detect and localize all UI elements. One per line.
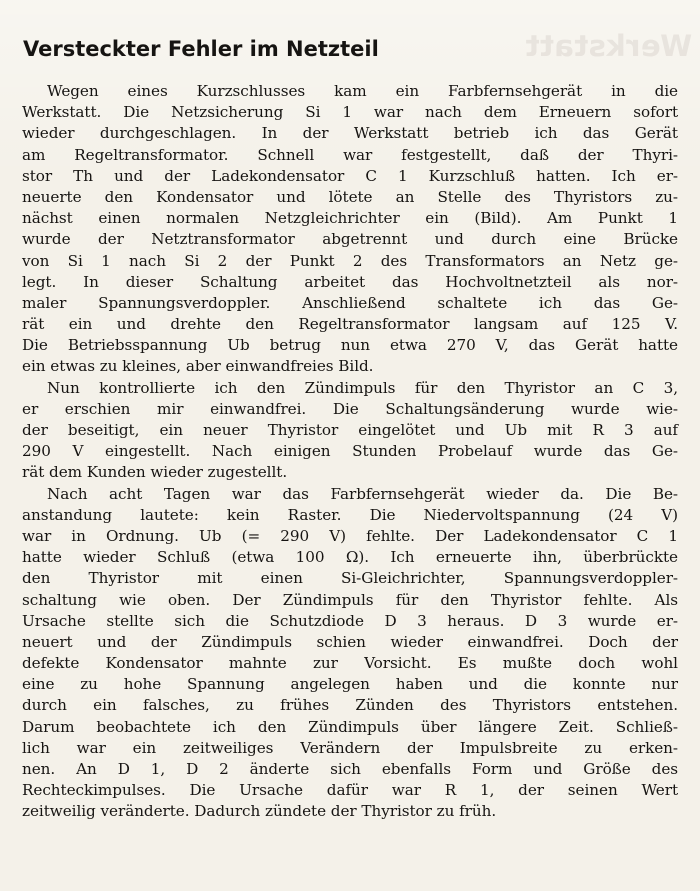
text-line: neuerte den Kondensator und lötete an Stelle des Thyristors zu- [22,187,678,206]
text-line: nen. An D 1, D 2 änderte sich ebenfalls Form und Größe des [22,760,678,778]
text-line: legt. In dieser Schaltung arbeitet das Hochvoltnetzteil als nor- [22,272,678,291]
text-line: ein etwas zu kleines, aber einwandfreies Bild. [22,357,374,376]
text-line: Nun kontrollierte ich den Zündimpuls für den Thyristor an C 3, [47,378,678,397]
text-line: eine zu hohe Spannung angelegen haben und die konnte nur [22,675,678,694]
text-line: Die Betriebsspannung Ub betrug nun etwa 270 V, das Gerät hatte [22,336,678,355]
text-line: Wegen eines Kurzschlusses kam ein Farbfernsehgerät in die [47,82,678,100]
article-paragraph [22,81,678,378]
article-paragraph [22,378,678,484]
text-line: wurde der Netztransformator abgetrennt und durch eine Brücke [22,230,678,249]
text-line: 290 V eingestellt. Nach einigen Stunden Probelauf wurde das Ge- [22,442,678,461]
article-paragraph [22,484,678,823]
text-line: wieder durchgeschlagen. In der Werkstatt betrieb ich das Gerät [22,124,678,143]
text-line: lich war ein zeitweiliges Verändern der Impulsbreite zu erken- [22,738,678,757]
text-line: defekte Kondensator mahnte zur Vorsicht. Es mußte doch wohl [22,654,678,673]
text-line: stor Th und der Ladekondensator C 1 Kurzschluß hatten. Ich er- [22,166,678,185]
text-line: zeitweilig veränderte. Dadurch zündete der Thyristor zu früh. [22,802,497,821]
text-line: von Si 1 nach Si 2 der Punkt 2 des Transformators an Netz ge- [22,251,678,270]
text-line: nächst einen normalen Netzgleichrichter ein (Bild). Am Punkt 1 [22,209,678,228]
text-line: maler Spannungsverdoppler. Anschließend schaltete ich das Ge- [22,293,678,312]
text-line: anstandung lautete: kein Raster. Die Niedervoltspannung (24 V) [22,505,678,524]
bleed-through-heading: Werkstatt [524,29,692,63]
text-line: schaltung wie oben. Der Zündimpuls für den Thyristor fehlte. Als [22,590,678,609]
article-body [22,81,678,823]
article-title: Versteckter Fehler im Netzteil [23,37,379,61]
text-line: am Regeltransformator. Schnell war festgestellt, daß der Thyri- [22,145,678,164]
text-line: rät ein und drehte den Regeltransformator langsam auf 125 V. [22,315,678,334]
text-line: er erschien mir einwandfrei. Die Schaltungsänderung wurde wie- [22,399,678,418]
text-line: den Thyristor mit einen Si-Gleichrichter, Spannungsverdoppler- [22,569,678,588]
text-line: rät dem Kunden wieder zugestellt. [22,463,288,482]
text-line: der beseitigt, ein neuer Thyristor eingelötet und Ub mit R 3 auf [22,421,678,439]
text-line: Darum beobachtete ich den Zündimpuls über längere Zeit. Schließ- [22,717,678,736]
text-line: neuert und der Zündimpuls schien wieder einwandfrei. Doch der [22,632,678,651]
text-line: Ursache stellte sich die Schutzdiode D 3 heraus. D 3 wurde er- [22,611,678,630]
text-line: Werkstatt. Die Netzsicherung Si 1 war nach dem Erneuern sofort [22,103,678,122]
text-line: Nach acht Tagen war das Farbfernsehgerät wieder da. Die Be- [47,484,678,503]
text-line: war in Ordnung. Ub (= 290 V) fehlte. Der Ladekondensator C 1 [22,526,678,545]
text-line: Rechteckimpulses. Die Ursache dafür war R 1, der seinen Wert [22,781,678,800]
text-line: durch ein falsches, zu frühes Zünden des Thyristors entstehen. [22,696,678,715]
text-line: hatte wieder Schluß (etwa 100 Ω). Ich erneuerte ihn, überbrückte [22,548,678,567]
